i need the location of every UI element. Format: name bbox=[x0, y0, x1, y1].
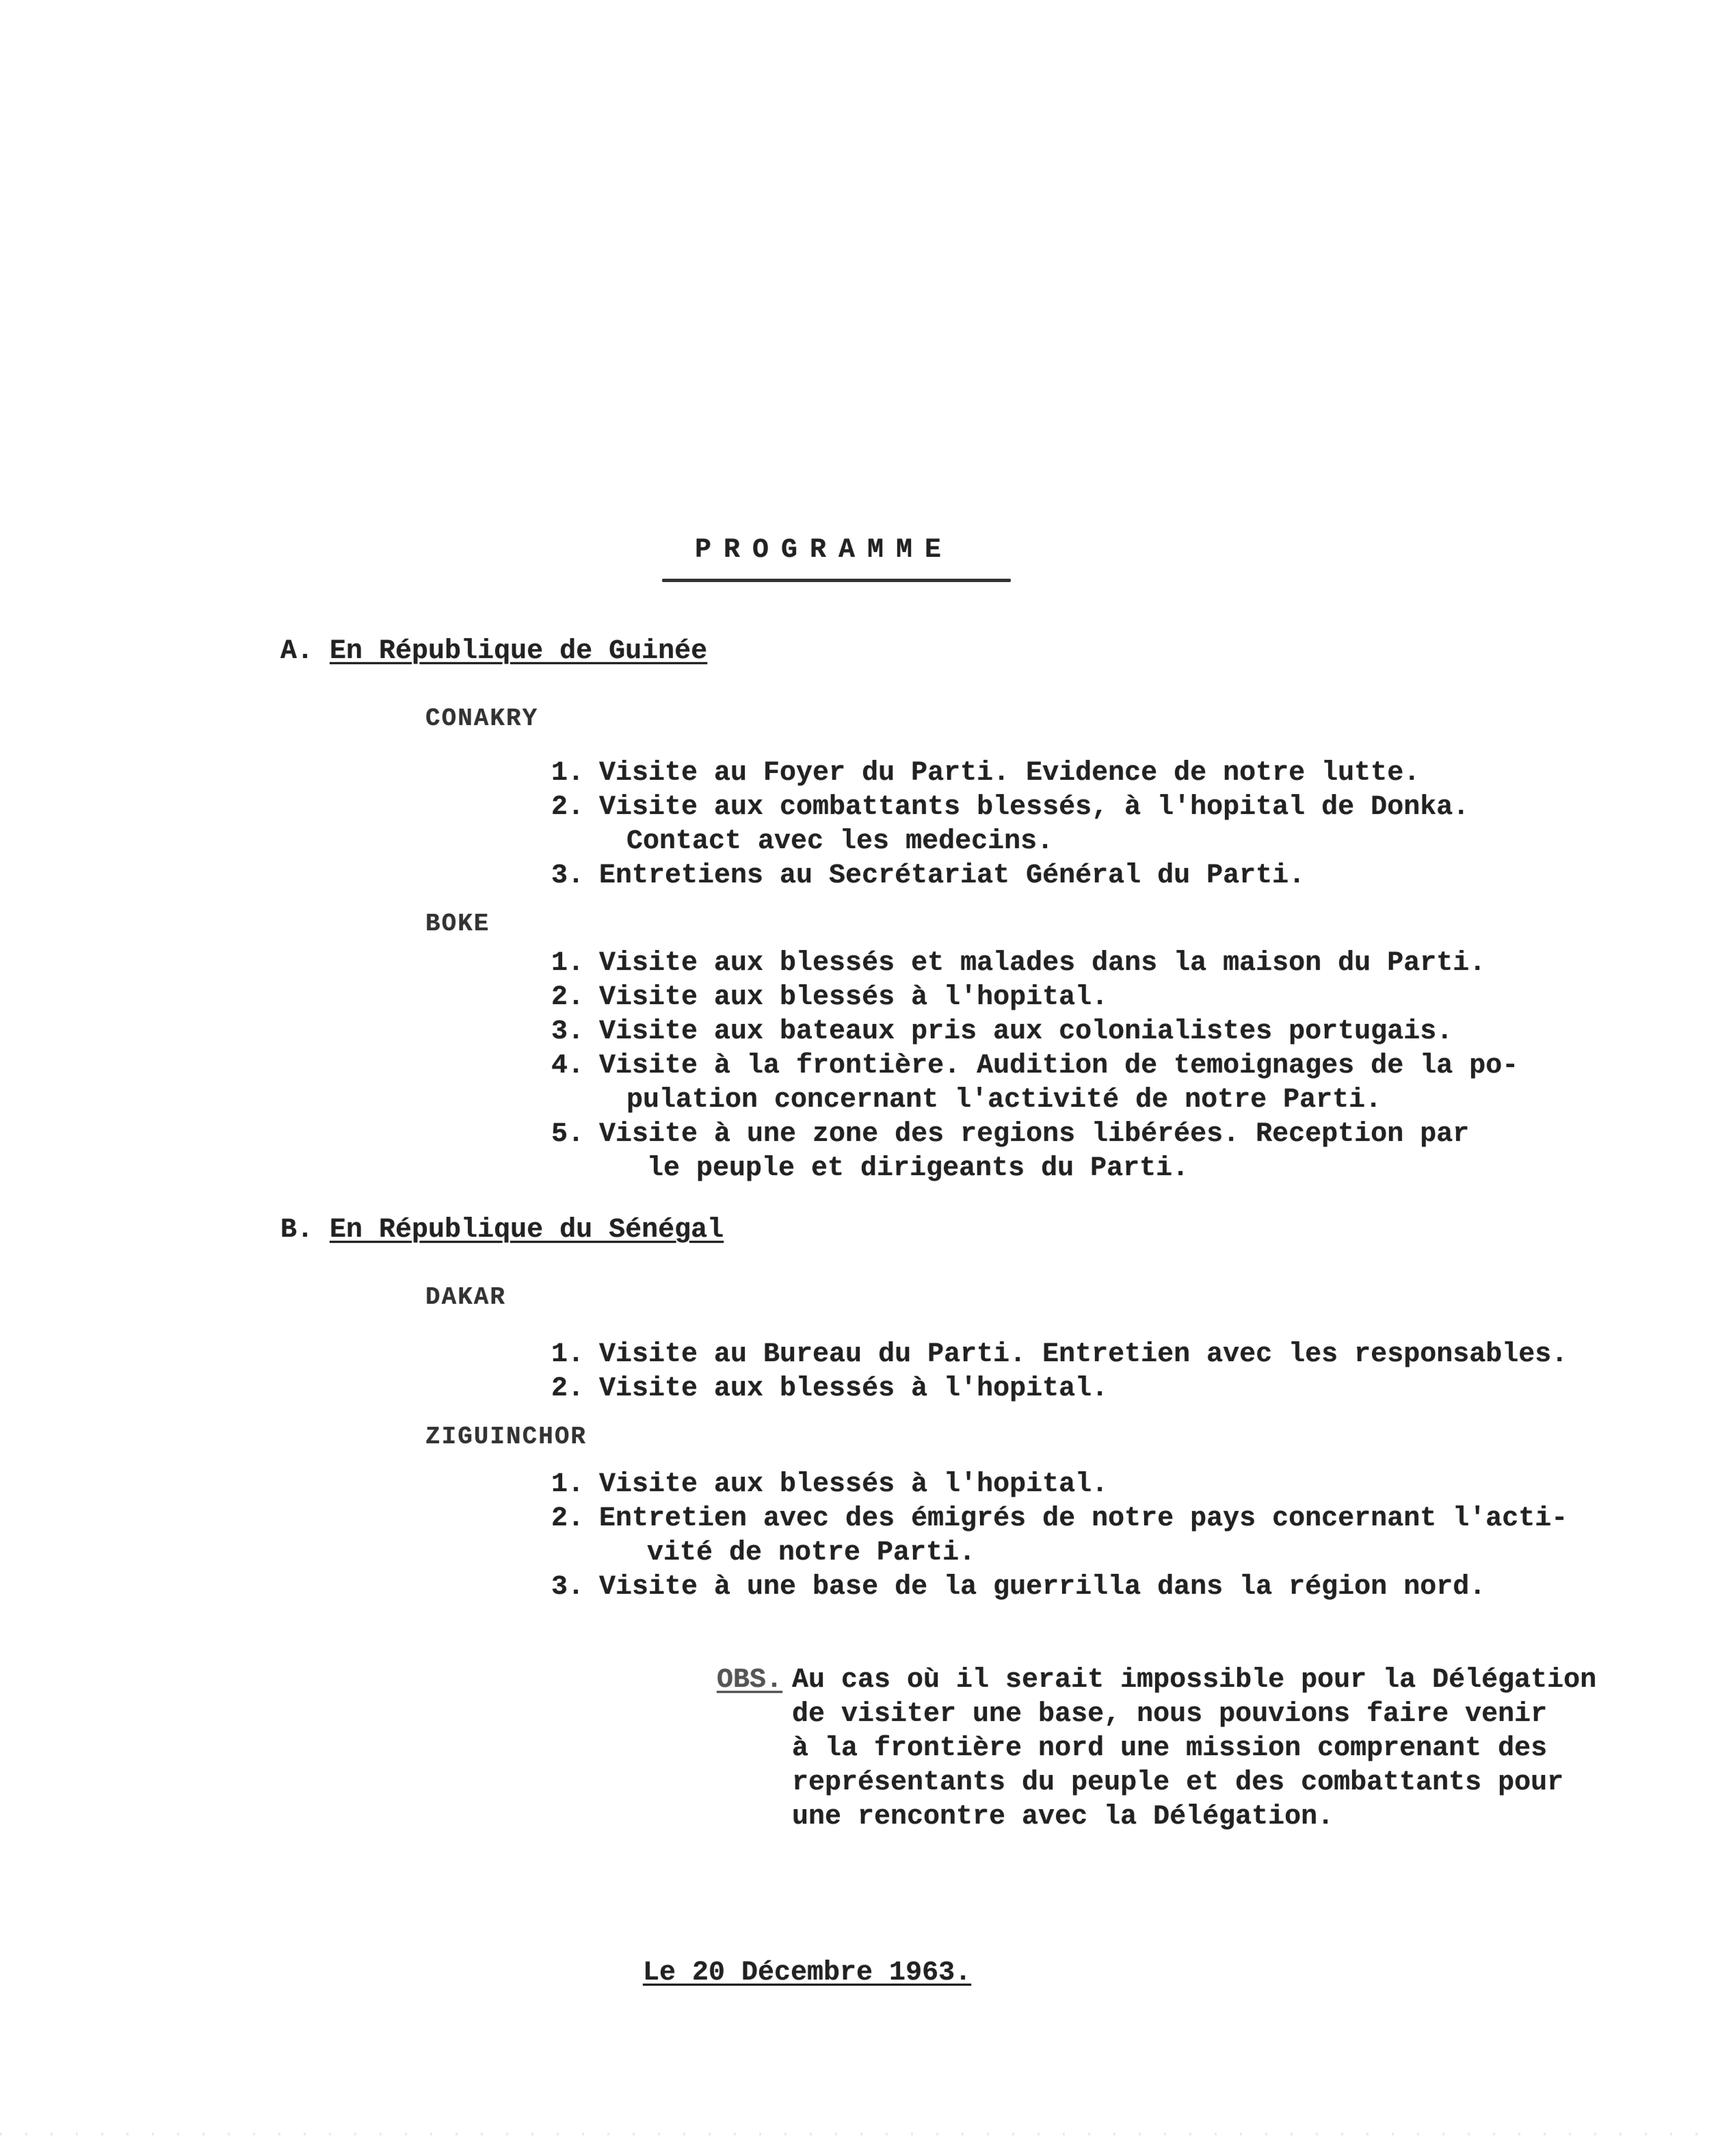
title-underline bbox=[662, 579, 1011, 582]
document-date: Le 20 Décembre 1963. bbox=[643, 1958, 972, 1988]
section-b-label: B. bbox=[280, 1215, 314, 1246]
list-item: 2. Visite aux blessés à l'hopital. bbox=[551, 1373, 1109, 1404]
list-item: 1. Visite aux blessés à l'hopital. bbox=[551, 1469, 1109, 1500]
observation-line: à la frontière nord une mission comprenant des bbox=[792, 1733, 1548, 1764]
list-item: 2. Visite aux combattants blessés, à l'hopital de Donka. Contact avec les medecins. bbox=[551, 792, 1470, 857]
list-item: 4. Visite à la frontière. Audition de temoignages de la po- pulation concernant l'activité de notre Parti. bbox=[551, 1051, 1519, 1116]
observation-line: une rencontre avec la Délégation. bbox=[792, 1802, 1334, 1832]
section-a-heading bbox=[280, 636, 707, 667]
list-item: 3. Entretiens au Secrétariat Général du Parti. bbox=[551, 860, 1306, 891]
list-item: 2. Entretien avec des émigrés de notre pays concernant l'acti- vité de notre Parti. bbox=[551, 1503, 1568, 1568]
list-item: 1. Visite aux blessés et malades dans la maison du Parti. bbox=[551, 948, 1486, 979]
observation-line: représentants du peuple et des combattants pour bbox=[792, 1767, 1564, 1798]
section-a-label: A. bbox=[280, 636, 314, 667]
document-title: PROGRAMME bbox=[695, 535, 954, 566]
list-item: 1. Visite au Foyer du Parti. Evidence de notre lutte. bbox=[551, 758, 1420, 789]
list-item: 1. Visite au Bureau du Parti. Entretien avec les responsables. bbox=[551, 1339, 1568, 1370]
section-b-heading bbox=[280, 1215, 724, 1246]
observation-line: Au cas où il serait impossible pour la Délégation bbox=[792, 1665, 1597, 1696]
section-a-title: En République de Guinée bbox=[330, 636, 708, 667]
list-item: 3. Visite à une base de la guerrilla dans la région nord. bbox=[551, 1572, 1486, 1603]
list-item: 2. Visite aux blessés à l'hopital. bbox=[551, 982, 1109, 1013]
city-boke: BOKE bbox=[425, 910, 490, 938]
section-b-title: En République du Sénégal bbox=[330, 1215, 724, 1246]
city-conakry: CONAKRY bbox=[425, 705, 539, 733]
city-dakar: DAKAR bbox=[425, 1283, 507, 1311]
list-item: 5. Visite à une zone des regions libérées. Reception par le peuple et dirigeants du Parti. bbox=[551, 1119, 1470, 1184]
scan-noise bbox=[0, 2133, 1718, 2135]
observation-line: de visiter une base, nous pouvions faire venir bbox=[792, 1699, 1548, 1730]
list-item: 3. Visite aux bateaux pris aux colonialistes portugais. bbox=[551, 1016, 1453, 1047]
observation-label: OBS. bbox=[717, 1665, 783, 1696]
observation-note bbox=[717, 1664, 1596, 1835]
city-ziguinchor: ZIGUINCHOR bbox=[425, 1423, 587, 1451]
